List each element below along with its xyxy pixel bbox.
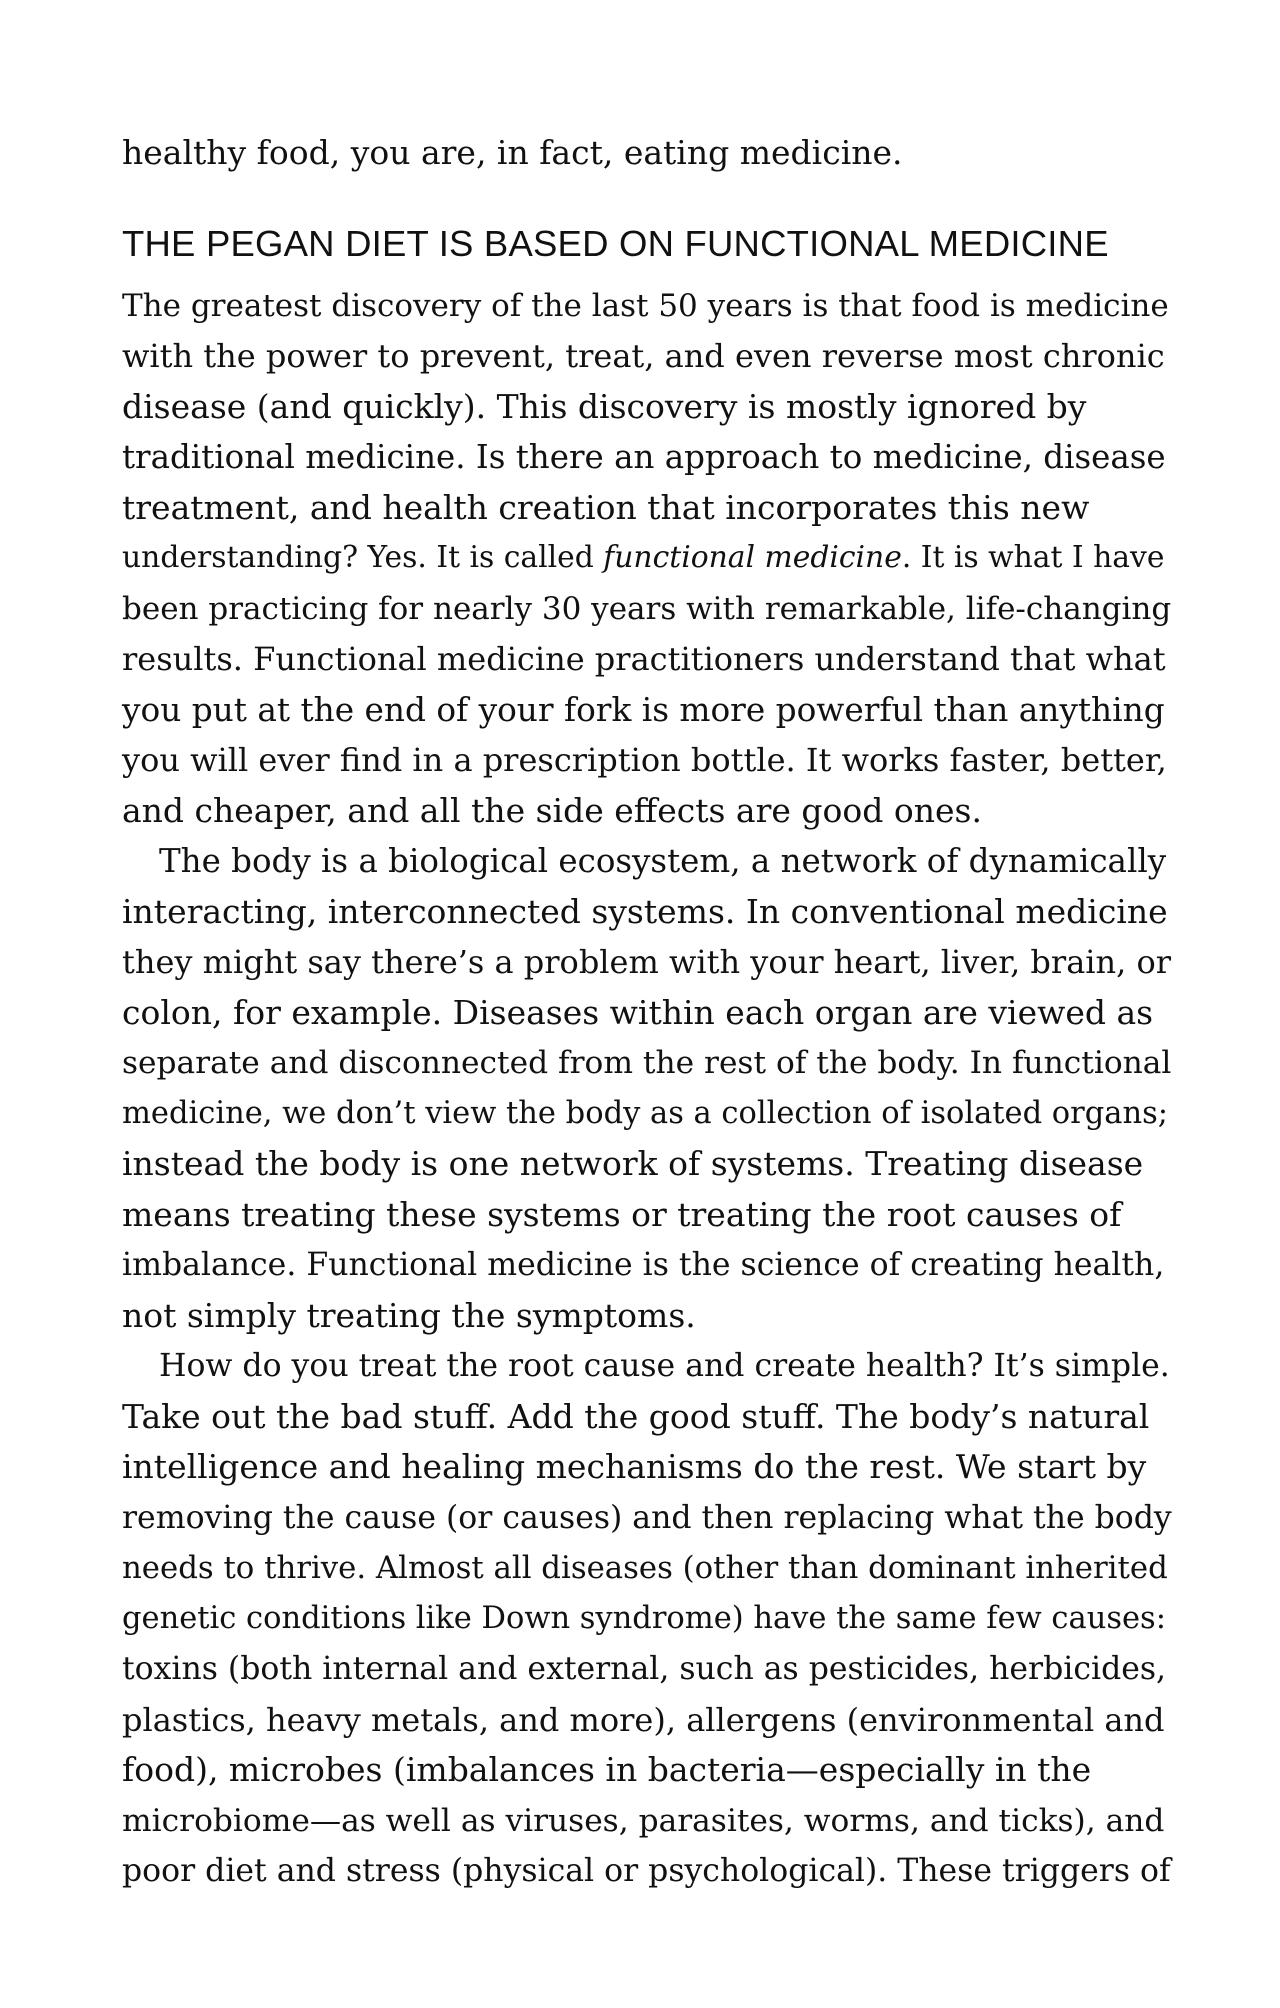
text-line: separate and disconnected from the rest of the body. In functional [122,1045,1172,1081]
text-line: imbalance. Functional medicine is the science of creating health, [122,1247,1165,1283]
text-line: poor diet and stress (physical or psychological). These triggers of [122,1853,1171,1889]
text-line: traditional medicine. Is there an approach to medicine, disease [122,438,1166,476]
text-line: medicine, we don’t view the body as a collection of isolated organs; [122,1095,1169,1131]
text-line: genetic conditions like Down syndrome) have the same few causes: [122,1600,1166,1636]
section-heading: THE PEGAN DIET IS BASED ON FUNCTIONAL MEDICINE [122,222,1109,264]
text-line: and cheaper, and all the side effects are good ones. [122,790,982,830]
text-line: you put at the end of your fork is more powerful than anything [122,690,1165,729]
text-line: plastics, heavy metals, and more), allergens (environmental and [122,1700,1165,1739]
text-line: treatment, and health creation that incorporates this new [122,487,1090,527]
text-line: means treating these systems or treating the root causes of [122,1194,1122,1234]
text-line: been practicing for nearly 30 years with remarkable, life-changing [122,590,1172,627]
text-line: colon, for example. Diseases within each organ are viewed as [122,992,1154,1032]
emphasized-term: functional medicine [603,540,902,575]
text-line: toxins (both internal and external, such as pesticides, herbicides, [122,1651,1167,1687]
text-line: removing the cause (or causes) and then replacing what the body [122,1499,1172,1536]
text-line: instead the body is one network of systems. Treating disease [122,1144,1144,1183]
text-line: How do you treat the root cause and create health? It’s simple. [159,1348,1170,1384]
text-line: with the power to prevent, treat, and even reverse most chronic [122,337,1165,375]
text-fragment: understanding? Yes. It is called [122,540,604,575]
text-line: they might say there’s a problem with your heart, liver, brain, or [122,943,1172,981]
text-fragment: . It is what I have [901,540,1165,575]
text-line: The greatest discovery of the last 50 years is that food is medicine [122,287,1169,324]
book-page [122,128,1172,1897]
continued-text-line: healthy food, you are, in fact, eating medicine. [122,133,903,172]
text-line: Take out the bad stuff. Add the good stuff. The body’s natural [122,1396,1150,1436]
paragraph-2 [122,836,1172,1341]
text-line: disease (and quickly). This discovery is mostly ignored by [122,386,1087,426]
text-line: The body is a biological ecosystem, a network of dynamically [159,842,1167,880]
text-line: intelligence and healing mechanisms do the rest. We start by [122,1447,1147,1486]
text-line: needs to thrive. Almost all diseases (other than dominant inherited [122,1550,1168,1586]
paragraph-1 [122,281,1172,837]
text-line: food), microbes (imbalances in bacteria—especially in the [122,1750,1092,1789]
paragraph-3 [122,1341,1172,1897]
text-line: microbiome—as well as viruses, parasites, worms, and ticks), and [122,1802,1165,1839]
text-line: not simply treating the symptoms. [122,1295,696,1335]
text-line: you will ever find in a prescription bottle. It works faster, better, [122,741,1167,779]
text-line: results. Functional medicine practitioners understand that what [122,640,1166,678]
text-line: interacting, interconnected systems. In conventional medicine [122,891,1168,931]
text-line [122,533,1172,584]
